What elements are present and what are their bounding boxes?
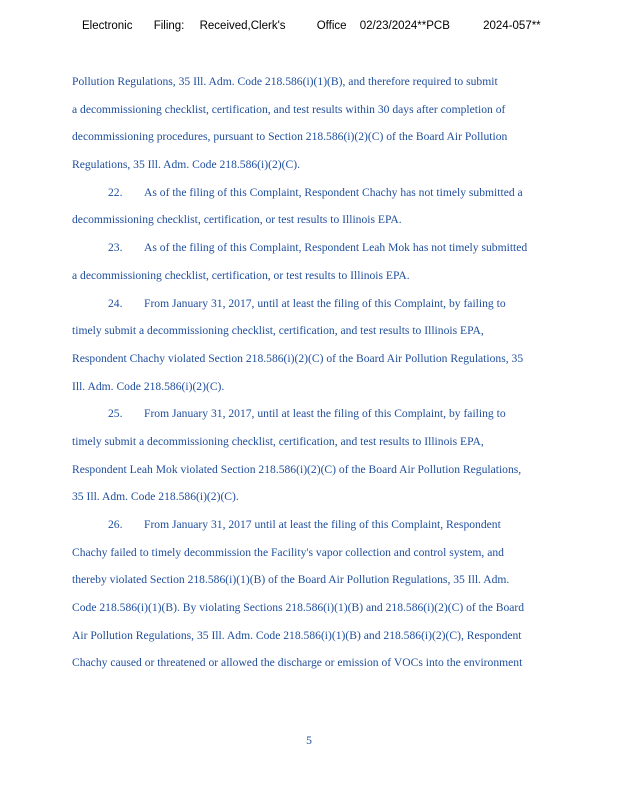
line-text: Air Pollution Regulations, 35 Ill. Adm. Code 218.586(i)(1)(B) and 218.586(i)(2)(C), Respondent: [72, 628, 522, 642]
paragraph-number: 23.: [108, 241, 123, 255]
text-line: [72, 428, 600, 456]
line-text: Code 218.586(i)(1)(B). By violating Sections 218.586(i)(1)(B) and 218.586(i)(2)(C) of the Board: [72, 601, 525, 615]
line-text: From January 31, 2017, until at least the filing of this Complaint, by failing to: [144, 296, 506, 310]
header-electronic: Electronic: [82, 20, 133, 32]
line-text: Regulations, 35 Ill. Adm. Code 218.586(i)(2)(C).: [72, 158, 300, 172]
text-line: [72, 483, 600, 511]
text-line: [72, 456, 600, 484]
line-text: Chachy failed to timely decommission the Facility's vapor collection and control system, and: [72, 545, 504, 559]
text-line: [72, 317, 600, 345]
line-text: From January 31, 2017, until at least the filing of this Complaint, by failing to: [144, 407, 506, 421]
header-case-number: 2024-057**: [483, 20, 541, 32]
text-line: [72, 96, 600, 124]
header-office: Office: [316, 20, 347, 32]
text-line: [72, 373, 600, 401]
header-filing: Filing:: [153, 20, 185, 32]
text-line: [72, 649, 600, 677]
paragraph-first-line: [72, 234, 600, 262]
paragraph-first-line: [72, 400, 600, 428]
line-text: As of the filing of this Complaint, Respondent Leah Mok has not timely submitted: [144, 241, 528, 255]
text-line: [72, 622, 600, 650]
page-number: 5: [306, 734, 312, 747]
document-body: [72, 68, 600, 677]
text-line: [72, 345, 600, 373]
header-received: Received,Clerk's: [199, 20, 286, 32]
line-text: Ill. Adm. Code 218.586(i)(2)(C).: [72, 379, 225, 393]
text-line: [72, 539, 600, 567]
paragraph-number: 25.: [108, 407, 123, 421]
line-text: Pollution Regulations, 35 Ill. Adm. Code 218.586(i)(1)(B), and therefore required to submit: [72, 75, 498, 88]
text-line: [72, 262, 600, 290]
line-text: thereby violated Section 218.586(i)(1)(B) of the Board Air Pollution Regulations, 35 Ill. Adm.: [72, 573, 510, 587]
line-text: timely submit a decommissioning checklist, certification, and test results to Illinois EPA,: [72, 324, 484, 338]
paragraph-first-line: [72, 179, 600, 207]
line-text: Respondent Leah Mok violated Section 218.586(i)(2)(C) of the Board Air Pollution Regulations,: [72, 462, 522, 476]
line-text: Chachy caused or threatened or allowed the discharge or emission of VOCs into the environment: [72, 656, 523, 670]
text-line: [72, 566, 600, 594]
text-line: [72, 206, 600, 234]
line-text: decommissioning checklist, certification, or test results to Illinois EPA.: [72, 213, 402, 227]
line-text: decommissioning procedures, pursuant to Section 218.586(i)(2)(C) of the Board Air Pollution: [72, 130, 508, 144]
header-date: 02/23/2024**PCB: [359, 20, 450, 32]
line-text: Respondent Chachy violated Section 218.586(i)(2)(C) of the Board Air Pollution Regulations, 35: [72, 351, 524, 365]
paragraph-number: 26.: [108, 518, 123, 531]
text-line: [72, 594, 600, 622]
paragraph-first-line: [72, 511, 600, 539]
filing-header: [82, 20, 541, 32]
text-line: [72, 123, 600, 151]
line-text: From January 31, 2017 until at least the filing of this Complaint, Respondent: [144, 518, 501, 531]
line-text: a decommissioning checklist, certification, and test results within 30 days after completion of: [72, 102, 506, 116]
line-text: a decommissioning checklist, certification, or test results to Illinois EPA.: [72, 268, 410, 282]
text-line: [72, 151, 600, 179]
line-text: 35 Ill. Adm. Code 218.586(i)(2)(C).: [72, 490, 239, 504]
line-text: As of the filing of this Complaint, Respondent Chachy has not timely submitted a: [144, 185, 523, 199]
line-text: timely submit a decommissioning checklist, certification, and test results to Illinois EPA,: [72, 434, 484, 448]
text-line: [72, 68, 600, 96]
paragraph-number: 22.: [108, 185, 123, 199]
paragraph-first-line: [72, 290, 600, 318]
paragraph-number: 24.: [108, 296, 123, 310]
